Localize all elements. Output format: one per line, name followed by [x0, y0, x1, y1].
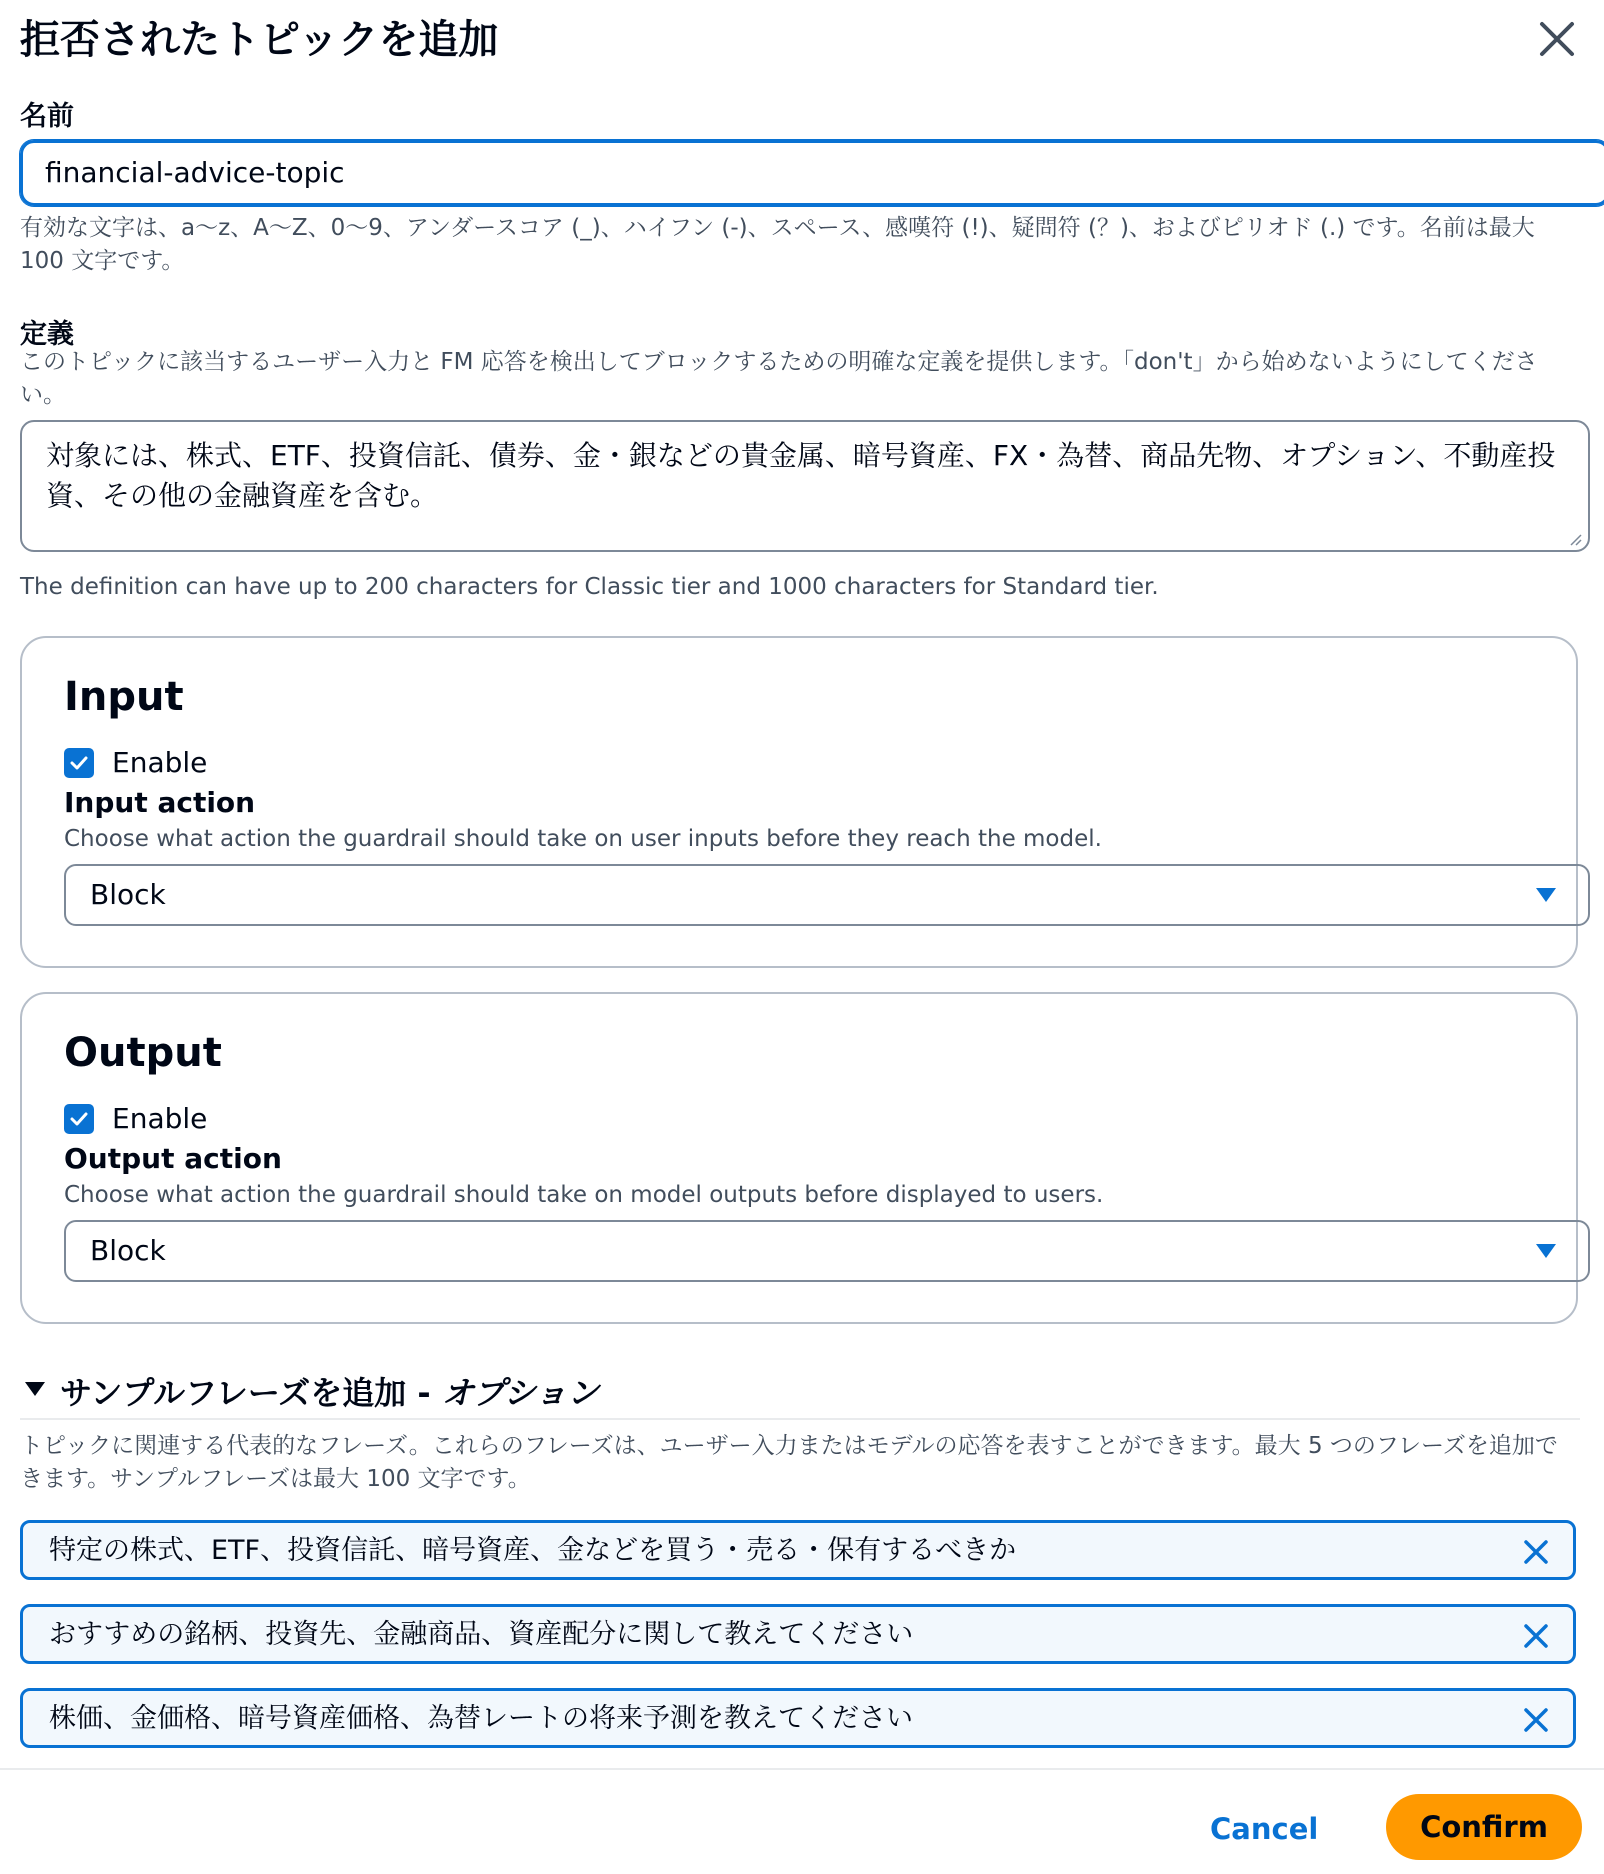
sample-phrase-text: 特定の株式、ETF、投資信託、暗号資産、金などを買う・売る・保有するべきか — [49, 1535, 1017, 1566]
sample-phrases-title: サンプルフレーズを追加 - — [60, 1374, 442, 1412]
checkbox-checked-icon[interactable] — [64, 1104, 94, 1134]
name-label: 名前 — [20, 101, 74, 132]
input-enable-label: Enable — [112, 746, 208, 779]
definition-value: 対象には、株式、ETF、投資信託、債券、金・銀などの貴金属、暗号資産、FX・為替、商品先物、オプション、不動産投資、その他の金融資産を含む。 — [46, 439, 1556, 512]
input-action-description: Choose what action the guardrail should take on user inputs before they reach the model. — [64, 826, 1102, 852]
output-action-value: Block — [90, 1234, 166, 1267]
output-action-description: Choose what action the guardrail should take on model outputs before displayed to users. — [64, 1182, 1104, 1208]
caret-down-icon — [1534, 886, 1558, 904]
resize-grip-icon[interactable] — [1566, 530, 1582, 546]
sample-phrase-text: 株価、金価格、暗号資産価格、為替レートの将来予測を教えてください — [49, 1703, 913, 1734]
close-button[interactable] — [1534, 16, 1580, 62]
caret-down-icon — [1534, 1242, 1558, 1260]
remove-icon[interactable] — [1521, 1621, 1551, 1651]
input-action-label: Input action — [64, 786, 256, 819]
sample-phrases-description: トピックに関連する代表的なフレーズ。これらのフレーズは、ユーザー入力またはモデルの応答を表すことができます。最大 5 つのフレーズを追加できます。サンプルフレーズは最大 100 文字です。 — [20, 1433, 1558, 1492]
output-action-select[interactable] — [64, 1220, 1590, 1282]
output-card-title: Output — [64, 1030, 222, 1076]
name-constraint-text: 有効な文字は、a～z、A～Z、0～9、アンダースコア (_)、ハイフン (-)、スペース、感嘆符 (!)、疑問符 (？)、およびピリオド (.) です。名前は最大 100 文字です。 — [20, 215, 1535, 274]
sample-phrase-token[interactable] — [20, 1688, 1576, 1748]
sample-phrase-text: おすすめの銘柄、投資先、金融商品、資産配分に関して教えてください — [49, 1619, 914, 1650]
output-enable-checkbox[interactable] — [64, 1102, 207, 1135]
close-icon — [1534, 16, 1580, 62]
input-enable-checkbox[interactable] — [64, 746, 207, 779]
input-action-value: Block — [90, 878, 166, 911]
remove-icon[interactable] — [1521, 1537, 1551, 1567]
caret-expanded-icon — [24, 1380, 46, 1398]
input-card — [20, 636, 1578, 968]
sample-phrases-optional: オプション — [441, 1374, 599, 1412]
checkbox-checked-icon[interactable] — [64, 748, 94, 778]
output-action-label: Output action — [64, 1142, 282, 1175]
definition-textarea[interactable] — [20, 420, 1590, 552]
definition-description: このトピックに該当するユーザー入力と FM 応答を検出してブロックするための明確な定義を提供します。「don't」から始めないようにしてください。 — [20, 349, 1538, 408]
sample-phrase-token[interactable] — [20, 1520, 1576, 1580]
sample-phrases-expander[interactable] — [20, 1362, 1580, 1420]
output-enable-label: Enable — [112, 1102, 208, 1135]
modal-footer — [0, 1768, 1604, 1874]
cancel-button[interactable]: Cancel — [1210, 1812, 1319, 1846]
definition-hint: The definition can have up to 200 characters for Classic tier and 1000 characters for Standard tier. — [20, 574, 1159, 600]
output-card — [20, 992, 1578, 1324]
modal-header — [20, 6, 1584, 66]
confirm-button[interactable]: Confirm — [1386, 1794, 1582, 1860]
sample-phrase-token[interactable] — [20, 1604, 1576, 1664]
input-card-title: Input — [64, 674, 184, 720]
name-input[interactable]: financial-advice-topic — [20, 140, 1604, 206]
modal-title: 拒否されたトピックを追加 — [20, 17, 499, 63]
sample-phrases-header — [60, 1368, 599, 1414]
definition-label: 定義 — [20, 319, 74, 350]
input-action-select[interactable] — [64, 864, 1590, 926]
remove-icon[interactable] — [1521, 1705, 1551, 1735]
